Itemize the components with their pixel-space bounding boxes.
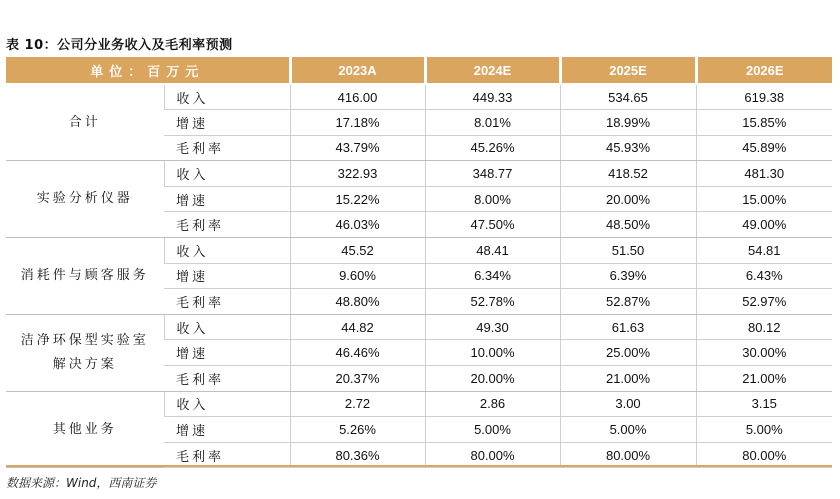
table-cell: 61.63 bbox=[560, 314, 696, 340]
segment-name: 消耗件与顾客服务 bbox=[6, 238, 164, 315]
table-cell: 17.18% bbox=[290, 110, 425, 136]
table-cell: 5.00% bbox=[425, 417, 560, 443]
table-cell: 619.38 bbox=[696, 84, 832, 110]
table-cell: 9.60% bbox=[290, 263, 425, 289]
table-cell: 54.81 bbox=[696, 238, 832, 264]
table-cell: 52.78% bbox=[425, 289, 560, 315]
table-cell: 49.00% bbox=[696, 212, 832, 238]
metric-label: 收入 bbox=[164, 84, 290, 110]
table-cell: 44.82 bbox=[290, 314, 425, 340]
table-cell: 5.26% bbox=[290, 417, 425, 443]
table-cell: 20.00% bbox=[425, 366, 560, 392]
table-row bbox=[6, 391, 832, 417]
table-cell: 48.41 bbox=[425, 238, 560, 264]
metric-label: 毛利率 bbox=[164, 442, 290, 468]
table-cell: 6.39% bbox=[560, 263, 696, 289]
table-cell: 52.97% bbox=[696, 289, 832, 315]
metric-label: 毛利率 bbox=[164, 289, 290, 315]
table-cell: 47.50% bbox=[425, 212, 560, 238]
table-cell: 18.99% bbox=[560, 110, 696, 136]
metric-label: 毛利率 bbox=[164, 135, 290, 161]
table-cell: 534.65 bbox=[560, 84, 696, 110]
metric-label: 收入 bbox=[164, 391, 290, 417]
table-cell: 48.80% bbox=[290, 289, 425, 315]
segment-name-line: 解决方案 bbox=[52, 356, 117, 372]
table-cell: 449.33 bbox=[425, 84, 560, 110]
table-cell: 8.01% bbox=[425, 110, 560, 136]
metric-label: 增速 bbox=[164, 340, 290, 366]
table-cell: 25.00% bbox=[560, 340, 696, 366]
metric-label: 收入 bbox=[164, 161, 290, 187]
table-cell: 45.52 bbox=[290, 238, 425, 264]
table-cell: 80.12 bbox=[696, 314, 832, 340]
segment-name: 合计 bbox=[6, 84, 164, 161]
metric-label: 收入 bbox=[164, 238, 290, 264]
table-cell: 80.00% bbox=[425, 442, 560, 468]
table-body bbox=[6, 84, 832, 468]
table-cell: 6.43% bbox=[696, 263, 832, 289]
table-row bbox=[6, 84, 832, 110]
table-cell: 2.86 bbox=[425, 391, 560, 417]
table-cell: 21.00% bbox=[696, 366, 832, 392]
table-cell: 21.00% bbox=[560, 366, 696, 392]
year-header: 2023A bbox=[290, 57, 425, 84]
table-cell: 15.85% bbox=[696, 110, 832, 136]
table-cell: 45.89% bbox=[696, 135, 832, 161]
metric-label: 增速 bbox=[164, 417, 290, 443]
segment-name bbox=[6, 314, 164, 391]
table-row bbox=[6, 238, 832, 264]
table-header-row bbox=[6, 57, 832, 84]
table-cell: 5.00% bbox=[696, 417, 832, 443]
table-cell: 322.93 bbox=[290, 161, 425, 187]
metric-label: 毛利率 bbox=[164, 212, 290, 238]
metric-label: 增速 bbox=[164, 110, 290, 136]
year-header: 2025E bbox=[560, 57, 696, 84]
forecast-table-wrapper bbox=[6, 57, 832, 468]
table-cell: 3.15 bbox=[696, 391, 832, 417]
table-bottom-rule bbox=[6, 465, 832, 467]
table-cell: 15.00% bbox=[696, 186, 832, 212]
table-cell: 418.52 bbox=[560, 161, 696, 187]
table-cell: 52.87% bbox=[560, 289, 696, 315]
year-header: 2024E bbox=[425, 57, 560, 84]
table-cell: 5.00% bbox=[560, 417, 696, 443]
table-cell: 10.00% bbox=[425, 340, 560, 366]
table-cell: 3.00 bbox=[560, 391, 696, 417]
table-cell: 80.00% bbox=[560, 442, 696, 468]
table-cell: 48.50% bbox=[560, 212, 696, 238]
year-header: 2026E bbox=[696, 57, 832, 84]
segment-name: 实验分析仪器 bbox=[6, 161, 164, 238]
metric-label: 增速 bbox=[164, 186, 290, 212]
metric-label: 毛利率 bbox=[164, 366, 290, 392]
table-cell: 30.00% bbox=[696, 340, 832, 366]
table-cell: 45.26% bbox=[425, 135, 560, 161]
table-title: 表 10：公司分业务收入及毛利率预测 bbox=[6, 38, 233, 53]
segment-name-line: 洁净环保型实验室 bbox=[20, 332, 149, 348]
table-cell: 8.00% bbox=[425, 186, 560, 212]
forecast-table bbox=[6, 57, 832, 468]
table-cell: 20.37% bbox=[290, 366, 425, 392]
table-cell: 43.79% bbox=[290, 135, 425, 161]
table-cell: 2.72 bbox=[290, 391, 425, 417]
metric-label: 收入 bbox=[164, 314, 290, 340]
table-cell: 46.46% bbox=[290, 340, 425, 366]
table-row bbox=[6, 314, 832, 340]
metric-label: 增速 bbox=[164, 263, 290, 289]
unit-header: 单位：百万元 bbox=[6, 57, 290, 84]
table-cell: 481.30 bbox=[696, 161, 832, 187]
segment-name: 其他业务 bbox=[6, 391, 164, 468]
table-cell: 46.03% bbox=[290, 212, 425, 238]
table-row bbox=[6, 161, 832, 187]
source-note: 数据来源：Wind，西南证券 bbox=[6, 476, 157, 490]
table-cell: 45.93% bbox=[560, 135, 696, 161]
table-cell: 80.36% bbox=[290, 442, 425, 468]
table-cell: 348.77 bbox=[425, 161, 560, 187]
table-cell: 416.00 bbox=[290, 84, 425, 110]
table-cell: 15.22% bbox=[290, 186, 425, 212]
table-cell: 49.30 bbox=[425, 314, 560, 340]
table-cell: 80.00% bbox=[696, 442, 832, 468]
table-cell: 51.50 bbox=[560, 238, 696, 264]
table-cell: 6.34% bbox=[425, 263, 560, 289]
table-cell: 20.00% bbox=[560, 186, 696, 212]
